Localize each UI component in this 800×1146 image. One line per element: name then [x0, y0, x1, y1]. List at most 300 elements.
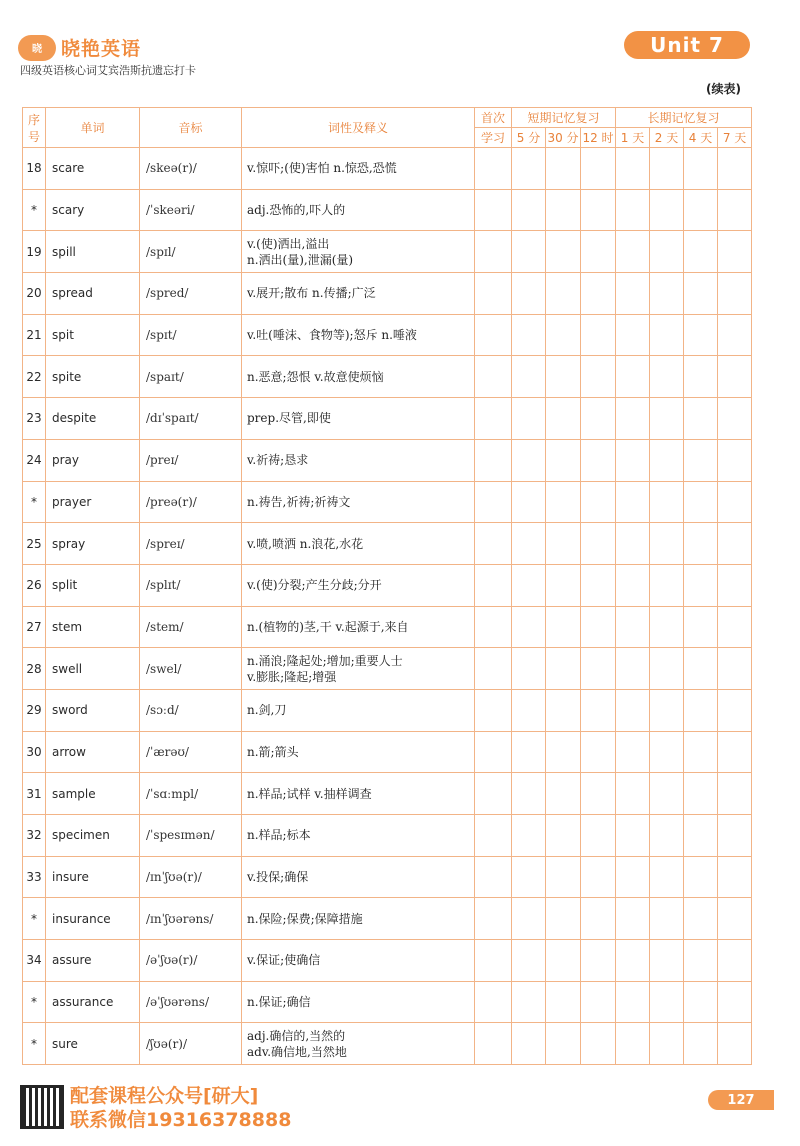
review-checkbox-cell[interactable]	[718, 523, 752, 565]
review-checkbox-cell[interactable]	[718, 606, 752, 648]
review-checkbox-cell[interactable]	[616, 1023, 650, 1065]
review-checkbox-cell[interactable]	[475, 815, 512, 857]
review-checkbox-cell[interactable]	[546, 189, 581, 231]
row-phonetic: /ˈspesɪmən/	[140, 815, 242, 857]
review-checkbox-cell[interactable]	[650, 231, 684, 273]
review-checkbox-cell[interactable]	[512, 1023, 546, 1065]
review-checkbox-cell[interactable]	[684, 898, 718, 940]
review-checkbox-cell[interactable]	[475, 606, 512, 648]
row-definition	[242, 356, 475, 398]
row-phonetic: /əˈʃʊə(r)/	[140, 940, 242, 982]
review-checkbox-cell[interactable]	[546, 481, 581, 523]
row-phonetic: /spred/	[140, 273, 242, 315]
row-definition	[242, 273, 475, 315]
review-checkbox-cell[interactable]	[684, 314, 718, 356]
review-checkbox-cell[interactable]	[616, 981, 650, 1023]
review-checkbox-cell[interactable]	[581, 231, 616, 273]
review-checkbox-cell[interactable]	[475, 940, 512, 982]
row-phonetic: /spaɪt/	[140, 356, 242, 398]
review-checkbox-cell[interactable]	[546, 1023, 581, 1065]
review-checkbox-cell[interactable]	[718, 231, 752, 273]
definition-line: n.(植物的)茎,干 v.起源于,来自	[247, 619, 409, 634]
review-checkbox-cell[interactable]	[718, 439, 752, 481]
review-checkbox-cell[interactable]	[616, 398, 650, 440]
row-number: 30	[23, 731, 46, 773]
row-definition	[242, 564, 475, 606]
review-checkbox-cell[interactable]	[718, 273, 752, 315]
header-interval-12h: 12 时	[581, 128, 616, 148]
table-row	[23, 731, 752, 773]
review-checkbox-cell[interactable]	[718, 940, 752, 982]
definition-line: n.恶意;怨恨 v.故意使烦恼	[247, 369, 384, 384]
review-checkbox-cell[interactable]	[546, 731, 581, 773]
review-checkbox-cell[interactable]	[581, 815, 616, 857]
definition-line: v.(使)分裂;产生分歧;分开	[247, 578, 382, 593]
review-checkbox-cell[interactable]	[684, 356, 718, 398]
review-checkbox-cell[interactable]	[581, 148, 616, 190]
review-checkbox-cell[interactable]	[684, 606, 718, 648]
review-checkbox-cell[interactable]	[512, 981, 546, 1023]
review-checkbox-cell[interactable]	[581, 1023, 616, 1065]
review-checkbox-cell[interactable]	[546, 606, 581, 648]
review-checkbox-cell[interactable]	[512, 773, 546, 815]
row-word: spread	[46, 273, 140, 315]
review-checkbox-cell[interactable]	[684, 981, 718, 1023]
row-phonetic: /preɪ/	[140, 439, 242, 481]
row-phonetic: /dɪˈspaɪt/	[140, 398, 242, 440]
review-checkbox-cell[interactable]	[684, 439, 718, 481]
review-checkbox-cell[interactable]	[475, 356, 512, 398]
review-checkbox-cell[interactable]	[512, 815, 546, 857]
review-checkbox-cell[interactable]	[718, 773, 752, 815]
review-checkbox-cell[interactable]	[718, 898, 752, 940]
definition-line: adv.确信地,当然地	[247, 1044, 347, 1059]
review-checkbox-cell[interactable]	[616, 439, 650, 481]
review-checkbox-cell[interactable]	[616, 606, 650, 648]
row-number: *	[23, 981, 46, 1023]
review-checkbox-cell[interactable]	[475, 689, 512, 731]
header-interval-7d: 7 天	[718, 128, 752, 148]
review-checkbox-cell[interactable]	[546, 439, 581, 481]
review-checkbox-cell[interactable]	[475, 648, 512, 690]
review-checkbox-cell[interactable]	[718, 981, 752, 1023]
definition-line: n.祷告,祈祷;祈祷文	[247, 494, 351, 509]
review-checkbox-cell[interactable]	[512, 231, 546, 273]
row-phonetic: /sɔːd/	[140, 689, 242, 731]
review-checkbox-cell[interactable]	[718, 148, 752, 190]
row-number: 23	[23, 398, 46, 440]
review-checkbox-cell[interactable]	[512, 481, 546, 523]
review-checkbox-cell[interactable]	[684, 564, 718, 606]
review-checkbox-cell[interactable]	[616, 940, 650, 982]
review-checkbox-cell[interactable]	[616, 898, 650, 940]
review-checkbox-cell[interactable]	[616, 481, 650, 523]
review-checkbox-cell[interactable]	[581, 356, 616, 398]
definition-line: v.展开;散布 n.传播;广泛	[247, 286, 376, 301]
review-checkbox-cell[interactable]	[512, 648, 546, 690]
row-definition	[242, 314, 475, 356]
review-checkbox-cell[interactable]	[616, 148, 650, 190]
review-checkbox-cell[interactable]	[512, 898, 546, 940]
review-checkbox-cell[interactable]	[475, 314, 512, 356]
row-phonetic: /spɪt/	[140, 314, 242, 356]
row-word: scary	[46, 189, 140, 231]
row-phonetic: /swel/	[140, 648, 242, 690]
review-checkbox-cell[interactable]	[718, 689, 752, 731]
review-checkbox-cell[interactable]	[546, 898, 581, 940]
row-phonetic: /ɪnˈʃʊə(r)/	[140, 856, 242, 898]
row-word: spill	[46, 231, 140, 273]
review-checkbox-cell[interactable]	[650, 689, 684, 731]
review-checkbox-cell[interactable]	[475, 564, 512, 606]
review-checkbox-cell[interactable]	[475, 481, 512, 523]
review-checkbox-cell[interactable]	[475, 273, 512, 315]
review-checkbox-cell[interactable]	[581, 940, 616, 982]
review-checkbox-cell[interactable]	[718, 481, 752, 523]
row-number: *	[23, 189, 46, 231]
table-row	[23, 231, 752, 273]
review-checkbox-cell[interactable]	[581, 481, 616, 523]
table-row	[23, 648, 752, 690]
review-checkbox-cell[interactable]	[718, 815, 752, 857]
review-checkbox-cell[interactable]	[684, 940, 718, 982]
review-checkbox-cell[interactable]	[650, 898, 684, 940]
continued-label: (续表)	[706, 82, 741, 96]
table-row	[23, 439, 752, 481]
row-number: 33	[23, 856, 46, 898]
review-checkbox-cell[interactable]	[512, 398, 546, 440]
review-checkbox-cell[interactable]	[616, 273, 650, 315]
review-checkbox-cell[interactable]	[512, 148, 546, 190]
review-checkbox-cell[interactable]	[546, 231, 581, 273]
review-checkbox-cell[interactable]	[616, 856, 650, 898]
definition-line: v.喷,喷洒 n.浪花,水花	[247, 536, 364, 551]
table-row	[23, 898, 752, 940]
promo-line-1: 配套课程公众号[研大]	[70, 1085, 259, 1107]
review-checkbox-cell[interactable]	[581, 273, 616, 315]
header-interval-4d: 4 天	[684, 128, 718, 148]
review-checkbox-cell[interactable]	[546, 523, 581, 565]
review-checkbox-cell[interactable]	[718, 398, 752, 440]
review-checkbox-cell[interactable]	[718, 189, 752, 231]
review-checkbox-cell[interactable]	[512, 940, 546, 982]
review-checkbox-cell[interactable]	[581, 314, 616, 356]
review-checkbox-cell[interactable]	[718, 356, 752, 398]
row-definition	[242, 523, 475, 565]
review-checkbox-cell[interactable]	[475, 189, 512, 231]
row-phonetic: /ˈskeəri/	[140, 189, 242, 231]
review-checkbox-cell[interactable]	[650, 564, 684, 606]
definition-line: n.箭;箭头	[247, 744, 299, 759]
review-checkbox-cell[interactable]	[546, 689, 581, 731]
review-checkbox-cell[interactable]	[475, 981, 512, 1023]
review-checkbox-cell[interactable]	[650, 189, 684, 231]
row-phonetic: /ˈærəʊ/	[140, 731, 242, 773]
definition-line: v.(使)洒出,溢出	[247, 236, 330, 251]
row-number: 31	[23, 773, 46, 815]
review-checkbox-cell[interactable]	[546, 773, 581, 815]
review-checkbox-cell[interactable]	[650, 648, 684, 690]
review-checkbox-cell[interactable]	[475, 898, 512, 940]
row-definition	[242, 731, 475, 773]
review-checkbox-cell[interactable]	[616, 356, 650, 398]
review-checkbox-cell[interactable]	[684, 189, 718, 231]
review-checkbox-cell[interactable]	[616, 731, 650, 773]
table-row	[23, 564, 752, 606]
row-number: 27	[23, 606, 46, 648]
review-checkbox-cell[interactable]	[512, 856, 546, 898]
review-checkbox-cell[interactable]	[581, 731, 616, 773]
row-phonetic: /preə(r)/	[140, 481, 242, 523]
review-checkbox-cell[interactable]	[581, 398, 616, 440]
review-checkbox-cell[interactable]	[546, 856, 581, 898]
review-checkbox-cell[interactable]	[512, 731, 546, 773]
review-checkbox-cell[interactable]	[650, 356, 684, 398]
review-checkbox-cell[interactable]	[581, 856, 616, 898]
review-checkbox-cell[interactable]	[684, 731, 718, 773]
review-checkbox-cell[interactable]	[650, 606, 684, 648]
row-definition	[242, 398, 475, 440]
header-num: 序号	[23, 108, 46, 148]
vocabulary-table	[22, 107, 752, 1065]
row-phonetic: /ˈsɑːmpl/	[140, 773, 242, 815]
review-checkbox-cell[interactable]	[650, 148, 684, 190]
review-checkbox-cell[interactable]	[684, 231, 718, 273]
row-number: 18	[23, 148, 46, 190]
table-row	[23, 689, 752, 731]
review-checkbox-cell[interactable]	[684, 398, 718, 440]
review-checkbox-cell[interactable]	[546, 564, 581, 606]
row-definition	[242, 898, 475, 940]
definition-line: adj.确信的,当然的	[247, 1028, 346, 1043]
definition-line: v.祈祷;恳求	[247, 453, 309, 468]
header-interval-1d: 1 天	[616, 128, 650, 148]
review-checkbox-cell[interactable]	[512, 314, 546, 356]
review-checkbox-cell[interactable]	[512, 273, 546, 315]
row-definition	[242, 1023, 475, 1065]
row-word: despite	[46, 398, 140, 440]
review-checkbox-cell[interactable]	[512, 356, 546, 398]
review-checkbox-cell[interactable]	[581, 773, 616, 815]
header-long-term: 长期记忆复习	[616, 108, 752, 128]
review-checkbox-cell[interactable]	[475, 1023, 512, 1065]
review-checkbox-cell[interactable]	[616, 773, 650, 815]
row-word: prayer	[46, 481, 140, 523]
review-checkbox-cell[interactable]	[512, 689, 546, 731]
row-phonetic: /spɪl/	[140, 231, 242, 273]
review-checkbox-cell[interactable]	[650, 398, 684, 440]
row-number: 21	[23, 314, 46, 356]
review-checkbox-cell[interactable]	[581, 564, 616, 606]
row-number: *	[23, 1023, 46, 1065]
review-checkbox-cell[interactable]	[616, 564, 650, 606]
table-row	[23, 356, 752, 398]
review-checkbox-cell[interactable]	[718, 314, 752, 356]
review-checkbox-cell[interactable]	[684, 856, 718, 898]
row-definition	[242, 981, 475, 1023]
header-short-term: 短期记忆复习	[512, 108, 616, 128]
brand-logo: 晓	[18, 35, 56, 61]
row-phonetic: /ʃʊə(r)/	[140, 1023, 242, 1065]
table-row	[23, 398, 752, 440]
definition-line: n.样品;标本	[247, 828, 311, 843]
row-word: assurance	[46, 981, 140, 1023]
review-checkbox-cell[interactable]	[546, 398, 581, 440]
row-phonetic: /spreɪ/	[140, 523, 242, 565]
review-checkbox-cell[interactable]	[616, 189, 650, 231]
review-checkbox-cell[interactable]	[650, 731, 684, 773]
row-word: pray	[46, 439, 140, 481]
row-definition	[242, 773, 475, 815]
review-checkbox-cell[interactable]	[650, 273, 684, 315]
review-checkbox-cell[interactable]	[581, 523, 616, 565]
row-word: spray	[46, 523, 140, 565]
promo-text	[70, 1084, 291, 1132]
review-checkbox-cell[interactable]	[650, 773, 684, 815]
review-checkbox-cell[interactable]	[546, 815, 581, 857]
review-checkbox-cell[interactable]	[546, 648, 581, 690]
definition-line: n.样品;试样 v.抽样调查	[247, 786, 372, 801]
review-checkbox-cell[interactable]	[718, 648, 752, 690]
review-checkbox-cell[interactable]	[475, 773, 512, 815]
review-checkbox-cell[interactable]	[684, 481, 718, 523]
review-checkbox-cell[interactable]	[475, 439, 512, 481]
row-number: 26	[23, 564, 46, 606]
review-checkbox-cell[interactable]	[718, 856, 752, 898]
table-row	[23, 148, 752, 190]
definition-line: v.保证;使确信	[247, 953, 321, 968]
definition-line: n.保证;确信	[247, 995, 311, 1010]
row-word: spite	[46, 356, 140, 398]
header-first-top: 首次	[475, 108, 512, 128]
review-checkbox-cell[interactable]	[475, 523, 512, 565]
review-checkbox-cell[interactable]	[650, 940, 684, 982]
review-checkbox-cell[interactable]	[718, 1023, 752, 1065]
review-checkbox-cell[interactable]	[546, 356, 581, 398]
review-checkbox-cell[interactable]	[650, 523, 684, 565]
row-number: 34	[23, 940, 46, 982]
review-checkbox-cell[interactable]	[512, 564, 546, 606]
row-word: stem	[46, 606, 140, 648]
review-checkbox-cell[interactable]	[512, 606, 546, 648]
review-checkbox-cell[interactable]	[512, 189, 546, 231]
review-checkbox-cell[interactable]	[650, 439, 684, 481]
review-checkbox-cell[interactable]	[684, 523, 718, 565]
review-checkbox-cell[interactable]	[650, 815, 684, 857]
review-checkbox-cell[interactable]	[650, 1023, 684, 1065]
review-checkbox-cell[interactable]	[650, 981, 684, 1023]
review-checkbox-cell[interactable]	[684, 648, 718, 690]
review-checkbox-cell[interactable]	[546, 314, 581, 356]
review-checkbox-cell[interactable]	[684, 1023, 718, 1065]
review-checkbox-cell[interactable]	[581, 648, 616, 690]
row-number: 25	[23, 523, 46, 565]
table-row	[23, 481, 752, 523]
unit-badge: Unit 7	[624, 31, 750, 59]
review-checkbox-cell[interactable]	[616, 689, 650, 731]
row-word: swell	[46, 648, 140, 690]
review-checkbox-cell[interactable]	[684, 148, 718, 190]
review-checkbox-cell[interactable]	[475, 398, 512, 440]
review-checkbox-cell[interactable]	[546, 273, 581, 315]
review-checkbox-cell[interactable]	[718, 731, 752, 773]
row-phonetic: /splɪt/	[140, 564, 242, 606]
review-checkbox-cell[interactable]	[684, 273, 718, 315]
review-checkbox-cell[interactable]	[581, 606, 616, 648]
header-definition: 词性及释义	[242, 108, 475, 148]
table-row	[23, 815, 752, 857]
review-checkbox-cell[interactable]	[616, 815, 650, 857]
row-definition	[242, 231, 475, 273]
review-checkbox-cell[interactable]	[616, 231, 650, 273]
header-interval-30min: 30 分	[546, 128, 581, 148]
table-row	[23, 273, 752, 315]
review-checkbox-cell[interactable]	[616, 523, 650, 565]
row-definition	[242, 481, 475, 523]
row-word: insure	[46, 856, 140, 898]
row-word: assure	[46, 940, 140, 982]
row-word: insurance	[46, 898, 140, 940]
header-ipa: 音标	[140, 108, 242, 148]
definition-line: prep.尽管,即使	[247, 411, 331, 426]
promo-line-2: 联系微信19316378888	[70, 1109, 292, 1131]
row-number: 20	[23, 273, 46, 315]
review-checkbox-cell[interactable]	[581, 898, 616, 940]
review-checkbox-cell[interactable]	[616, 648, 650, 690]
review-checkbox-cell[interactable]	[718, 564, 752, 606]
review-checkbox-cell[interactable]	[475, 231, 512, 273]
review-checkbox-cell[interactable]	[546, 148, 581, 190]
review-checkbox-cell[interactable]	[546, 940, 581, 982]
review-checkbox-cell[interactable]	[512, 439, 546, 481]
definition-line: v.膨胀;隆起;增强	[247, 669, 337, 684]
definition-line: v.投保;确保	[247, 870, 309, 885]
header-interval-5min: 5 分	[512, 128, 546, 148]
row-word: sample	[46, 773, 140, 815]
review-checkbox-cell[interactable]	[581, 689, 616, 731]
definition-line: n.涌浪;隆起处;增加;重要人士	[247, 653, 403, 668]
page-number: 127	[708, 1090, 774, 1110]
definition-line: v.惊吓;(使)害怕 n.惊恐,恐慌	[247, 161, 397, 176]
table-row	[23, 773, 752, 815]
review-checkbox-cell[interactable]	[475, 731, 512, 773]
review-checkbox-cell[interactable]	[512, 523, 546, 565]
review-checkbox-cell[interactable]	[650, 314, 684, 356]
table-row	[23, 940, 752, 982]
review-checkbox-cell[interactable]	[475, 148, 512, 190]
review-checkbox-cell[interactable]	[684, 815, 718, 857]
review-checkbox-cell[interactable]	[546, 981, 581, 1023]
header-first-bottom: 学习	[475, 128, 512, 148]
row-number: 19	[23, 231, 46, 273]
review-checkbox-cell[interactable]	[581, 439, 616, 481]
review-checkbox-cell[interactable]	[581, 189, 616, 231]
review-checkbox-cell[interactable]	[581, 981, 616, 1023]
review-checkbox-cell[interactable]	[684, 773, 718, 815]
row-definition	[242, 439, 475, 481]
qr-code	[20, 1085, 64, 1129]
review-checkbox-cell[interactable]	[650, 481, 684, 523]
table-row	[23, 981, 752, 1023]
review-checkbox-cell[interactable]	[616, 314, 650, 356]
review-checkbox-cell[interactable]	[684, 689, 718, 731]
review-checkbox-cell[interactable]	[650, 856, 684, 898]
row-phonetic: /stem/	[140, 606, 242, 648]
definition-line: n.保险;保费;保障措施	[247, 911, 363, 926]
review-checkbox-cell[interactable]	[475, 856, 512, 898]
row-definition	[242, 815, 475, 857]
row-phonetic: /ɪnˈʃʊərəns/	[140, 898, 242, 940]
